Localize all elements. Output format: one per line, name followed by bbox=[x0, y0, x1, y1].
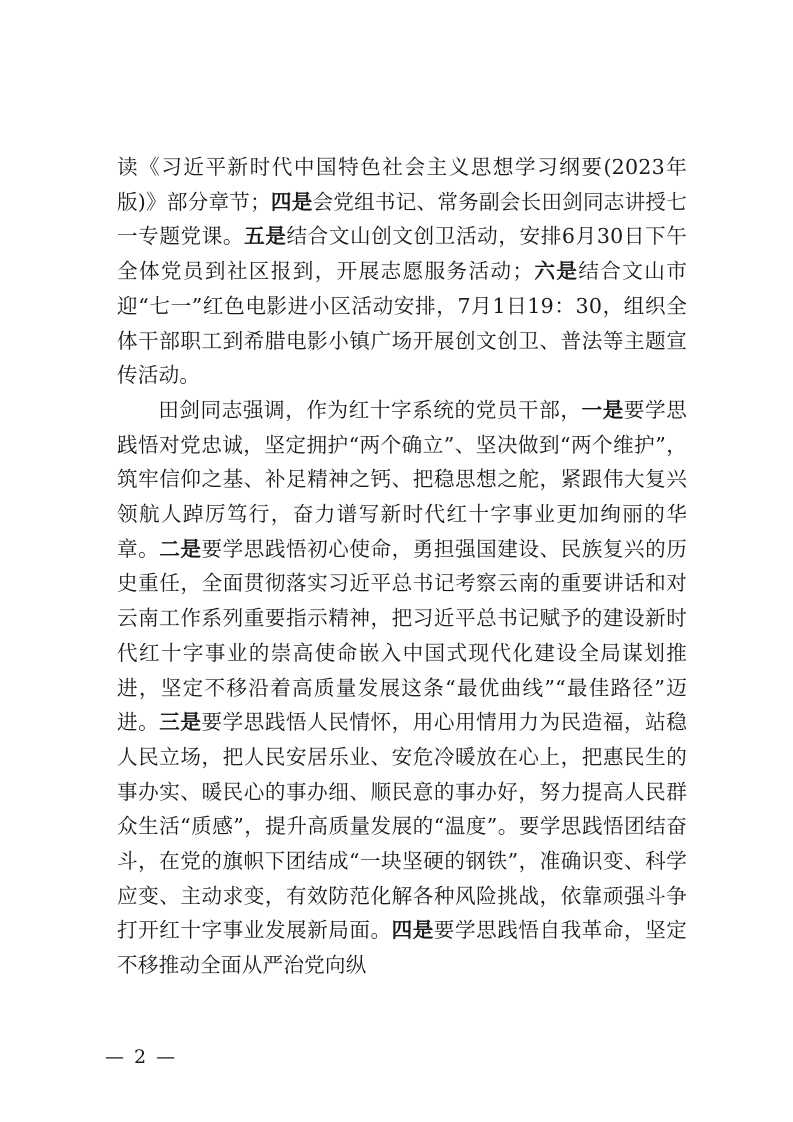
text-run: 田剑同志强调，作为红十字系统的党员干部， bbox=[158, 397, 582, 422]
text-run: 要学思践悟自我革命，坚定不移推动全面从严治党向纵 bbox=[117, 918, 687, 978]
bold-marker: 五是 bbox=[244, 224, 287, 249]
bold-marker: 六是 bbox=[533, 259, 579, 284]
text-run: 要学思践悟人民情怀，用心用情用力为民造福，站稳人民立场，把人民安居乐业、安危冷暖放在心上，把惠民生的事办实、暖民心的事办细、顺民意的事办好，努力提高人民群众生活“质感”，提升高质量发展的“温度”。要学思践悟团结奋斗，在党的旗帜下团结成“一块坚硬的钢铁”，准确识变、科学应变、主动求变，有效防范化解各种风险挑战，依靠顽强斗争打开红十字事业发展新局面。 bbox=[117, 710, 687, 943]
paragraph bbox=[117, 393, 687, 983]
text-run: 读《习近平新时代中国特色社会主义思想学习纲要(2023年版)》部分章节； bbox=[117, 155, 687, 214]
bold-marker: 一是 bbox=[581, 397, 624, 422]
text-run: 结合文山市迎“七一”红色电影进小区活动安排，7月1日19：30，组织全体干部职工到希腊电影小镇广场开展创文创卫、普法等主题宣传活动。 bbox=[117, 259, 687, 388]
bold-marker: 四是 bbox=[270, 189, 313, 214]
paragraph bbox=[117, 150, 687, 393]
page-number: — 2 — bbox=[105, 1046, 178, 1068]
bold-marker: 二是 bbox=[159, 536, 202, 561]
bold-marker: 三是 bbox=[159, 710, 202, 735]
bold-marker: 四是 bbox=[391, 918, 434, 943]
text-run: 要学思践悟初心使命，勇担强国建设、民族复兴的历史重任，全面贯彻落实习近平总书记考察云南的重要讲话和对云南工作系列重要指示精神，把习近平总书记赋予的建设新时代红十字事业的崇高使命嵌入中国式现代化建设全局谋划推进，坚定不移沿着高质量发展这条“最优曲线”“最佳路径”迈进。 bbox=[117, 536, 687, 735]
body-text bbox=[117, 150, 687, 983]
text-run: 要学思践悟对党忠诚，坚定拥护“两个确立”、坚决做到“两个维护”，筑牢信仰之基、补足精神之钙、把稳思想之舵，紧跟伟大复兴领航人踔厉笃行，奋力谱写新时代红十字事业更加绚丽的华章。 bbox=[117, 397, 688, 561]
text-run: 结合文山创文创卫活动，安排6月30日下午全体党员到社区报到，开展志愿服务活动； bbox=[117, 224, 687, 284]
text-run: 会党组书记、常务副会长田剑同志讲授七一专题党课。 bbox=[117, 189, 687, 249]
